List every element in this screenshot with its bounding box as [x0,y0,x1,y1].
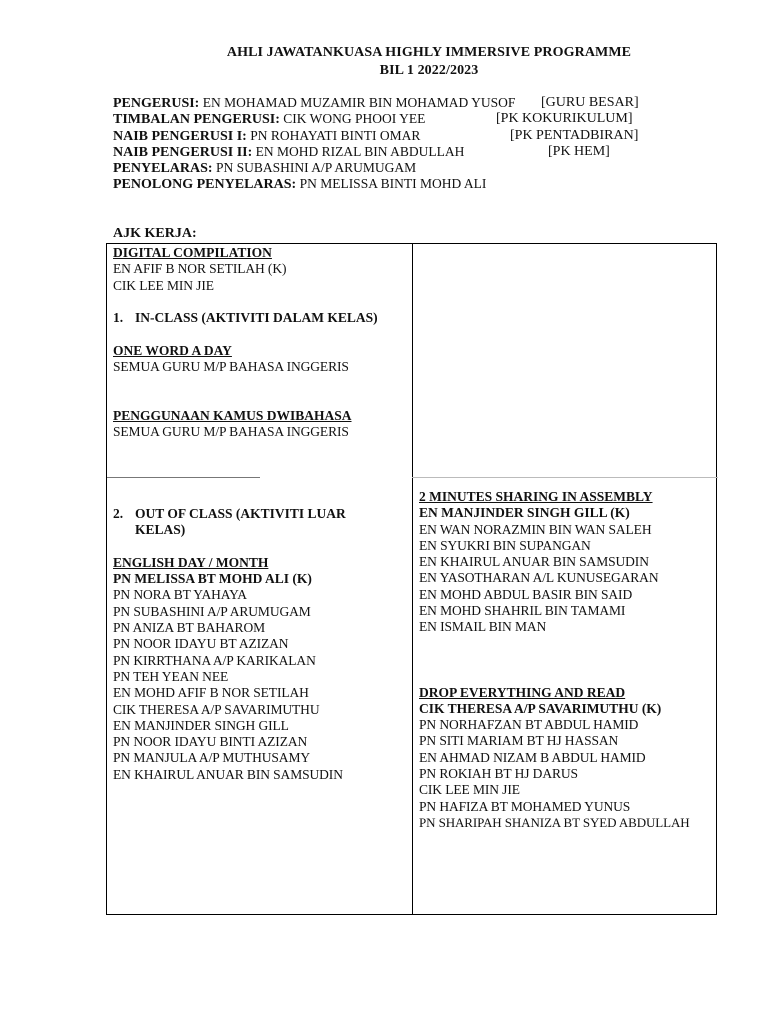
list-item: EN AHMAD NIZAM B ABDUL HAMID [419,749,646,765]
officer-name: PN MELISSA BINTI MOHD ALI [296,176,487,192]
officer-name: EN MOHAMAD MUZAMIR BIN MOHAMAD YUSOF [199,95,516,110]
section-number: 1. [113,310,124,326]
officer-name: PN ROHAYATI BINTI OMAR [246,127,421,143]
officer-role: PENOLONG PENYELARAS: [113,177,297,193]
table-row-divider-left [107,477,260,478]
english-day-leader: PN MELISSA BT MOHD ALI (K) [113,571,312,587]
document-subtitle: BIL 1 2022/2023 [379,63,479,78]
list-item: EN WAN NORAZMIN BIN WAN SALEH [419,521,652,537]
cell-top-left [113,245,408,441]
list-item: EN YASOTHARAN A/L KUNUSEGARAN [419,570,659,586]
list-item: EN KHAIRUL ANUAR BIN SAMSUDIN [113,766,343,782]
english-day-heading: ENGLISH DAY / MONTH [113,554,269,570]
list-item: EN MOHD SHAHRIL BIN TAMAMI [419,603,626,619]
list-item: PN HAFIZA BT MOHAMED YUNUS [419,798,631,814]
officer-row-naib-2 [113,143,610,160]
committee-table [106,243,717,915]
section-label: KELAS) [135,522,186,538]
list-item: CIK THERESA A/P SAVARIMUTHU [113,701,320,717]
list-item: SEMUA GURU M/P BAHASA INGGERIS [113,424,349,440]
list-item: PN TEH YEAN NEE [113,668,229,684]
list-item: EN MOHD ABDUL BASIR BIN SAID [419,586,633,602]
list-item: EN MANJINDER SINGH GILL [113,717,289,733]
list-item: PN ANIZA BT BAHAROM [113,620,265,636]
ajk-label: AJK KERJA: [113,226,197,241]
list-item: PN NORA BT YAHAYA [113,587,247,603]
officer-name: EN MOHD RIZAL BIN ABDULLAH [252,143,465,159]
list-item: PN SHARIPAH SHANIZA BT SYED ABDULLAH [419,814,690,830]
officer-row-naib-1 [113,127,639,144]
section-in-class [113,310,408,326]
officer-name: CIK WONG PHOOI YEE [279,111,426,127]
list-item: PN ROKIAH BT HJ DARUS [419,766,578,782]
officer-role: NAIB PENGERUSI II: [113,144,253,160]
officer-row-penyelaras [113,160,515,176]
officer-list [113,95,639,193]
officer-post: [GURU BESAR] [541,95,639,110]
list-item: CIK LEE MIN JIE [419,782,520,798]
officer-post: [PK HEM] [548,143,610,159]
list-item: PN NOOR IDAYU BINTI AZIZAN [113,734,308,750]
list-item: EN AFIF B NOR SETILAH (K) [113,261,287,277]
digital-compilation-heading: DIGITAL COMPILATION [113,245,272,260]
drop-everything-leader: CIK THERESA A/P SAVARIMUTHU (K) [419,700,662,716]
sharing-assembly-heading: 2 MINUTES SHARING IN ASSEMBLY [419,489,653,504]
table-column-divider [412,244,413,914]
document-title: AHLI JAWATANKUASA HIGHLY IMMERSIVE PROGRAMME [226,45,632,60]
officer-row-penolong [113,176,515,192]
officer-post: [PK KOKURIKULUM] [496,111,633,127]
list-item: SEMUA GURU M/P BAHASA INGGERIS [113,359,349,375]
officer-name: PN SUBASHINI A/P ARUMUGAM [212,160,417,176]
officer-role: NAIB PENGERUSI I: [113,128,247,144]
officer-role: PENYELARAS: [113,161,213,177]
officer-row-timbalan [113,111,633,128]
cell-bottom-right [419,489,717,831]
list-item: EN SYUKRI BIN SUPANGAN [419,537,591,553]
section-out-of-class [113,506,408,522]
list-item: PN KIRRTHANA A/P KARIKALAN [113,652,316,668]
list-item: PN SUBASHINI A/P ARUMUGAM [113,603,311,619]
list-item: EN ISMAIL BIN MAN [419,619,547,635]
list-item: EN KHAIRUL ANUAR BIN SAMSUDIN [419,554,649,570]
officer-post: [PK PENTADBIRAN] [510,127,639,143]
kamus-heading: PENGGUNAAN KAMUS DWIBAHASA [113,407,352,423]
officer-role: PENGERUSI: [113,96,200,111]
one-word-heading: ONE WORD A DAY [113,342,232,358]
table-row-divider-right [412,477,718,478]
section-number: 2. [113,506,124,521]
section-out-of-class-cont [113,522,408,538]
officer-role: TIMBALAN PENGERUSI: [113,112,280,128]
list-item: PN NORHAFZAN BT ABDUL HAMID [419,717,639,733]
list-item: PN NOOR IDAYU BT AZIZAN [113,636,289,652]
list-item: PN MANJULA A/P MUTHUSAMY [113,750,311,766]
list-item: CIK LEE MIN JIE [113,277,214,293]
list-item: EN MOHD AFIF B NOR SETILAH [113,685,309,701]
list-item: PN SITI MARIAM BT HJ HASSAN [419,733,619,749]
section-label: OUT OF CLASS (AKTIVITI LUAR [135,506,346,521]
sharing-assembly-leader: EN MANJINDER SINGH GILL (K) [419,505,630,521]
drop-everything-heading: DROP EVERYTHING AND READ [419,684,626,700]
cell-bottom-left [113,506,408,783]
officer-row-pengerusi [113,95,639,111]
section-label: IN-CLASS (AKTIVITI DALAM KELAS) [135,310,378,326]
